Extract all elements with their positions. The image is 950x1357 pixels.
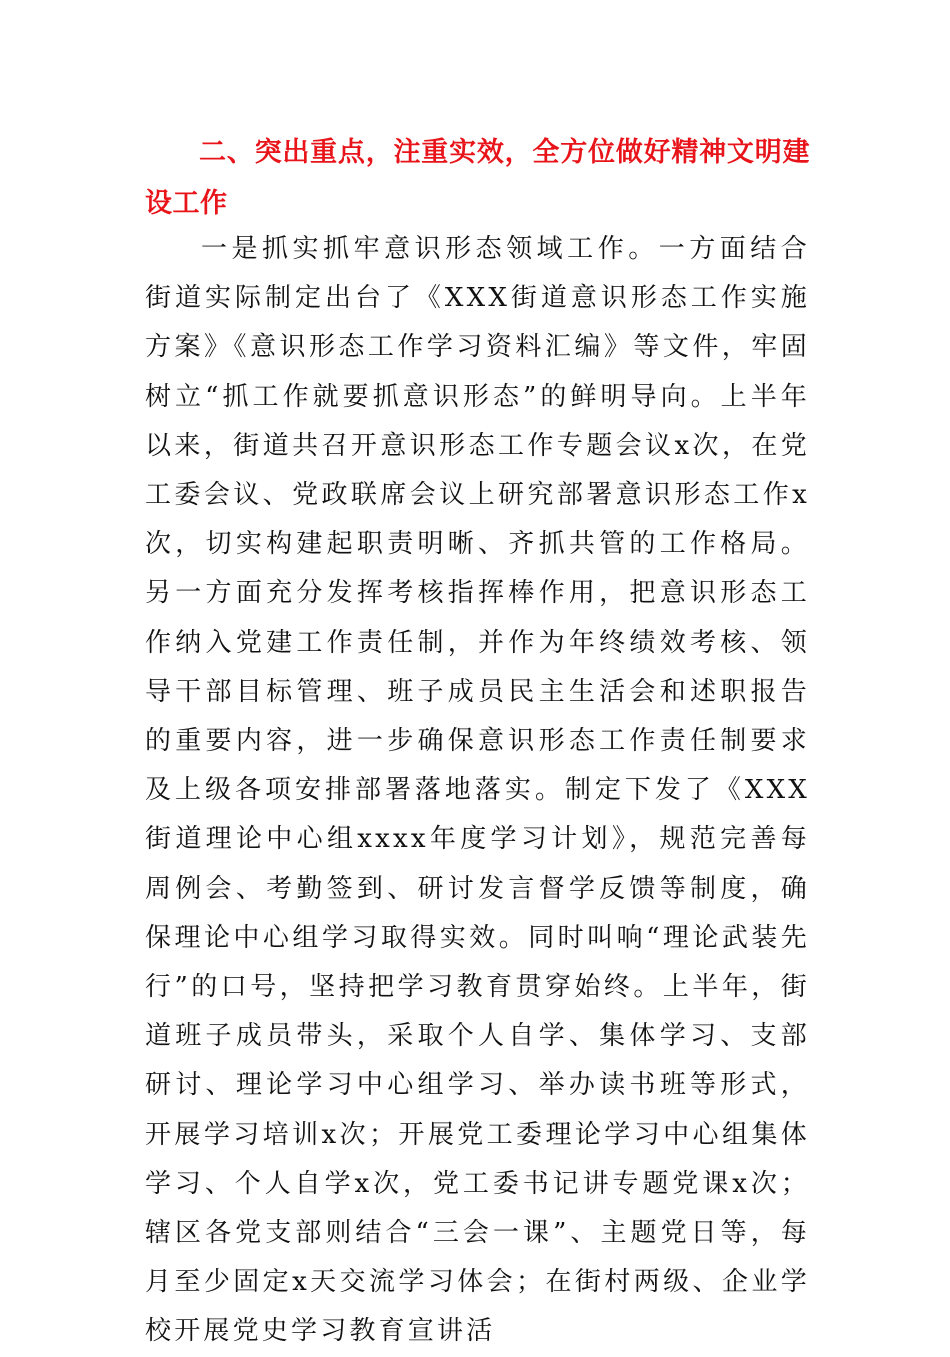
section-heading: 二、突出重点，注重实效，全方位做好精神文明建设工作 bbox=[145, 137, 810, 219]
body-paragraph: 一是抓实抓牢意识形态领域工作。一方面结合街道实际制定出台了《XXX街道意识形态工作实施方案》《意识形态工作学习资料汇编》等文件，牢固树立“抓工作就要抓意识形态”的鲜明导向。上半年以来，街道共召开意识形态工作专题会议x次，在党工委会议、党政联席会议上研究部署意识形态工作x次，切实构建起职责明晰、齐抓共管的工作格局。另一方面充分发挥考核指挥棒作用，把意识形态工作纳入党建工作责任制，并作为年终绩效考核、领导干部目标管理、班子成员民主生活会和述职报告的重要内容，进一步确保意识形态工作责任制要求及上级各项安排部署落地落实。制定下发了《XXX街道理论中心组xxxx年度学习计划》，规范完善每周例会、考勤签到、研讨发言督学反馈等制度，确保理论中心组学习取得实效。同时叫响“理论武装先行”的口号，坚持把学习教育贯穿始终。上半年，街道班子成员带头，采取个人自学、集体学习、支部研讨、理论学习中心组学习、举办读书班等形式，开展学习培训x次；开展党工委理论学习中心组集体学习、个人自学x次，党工委书记讲专题党课x次；辖区各党支部则结合“三会一课”、主题党日等，每月至少固定x天交流学习体会；在街村两级、企业学校开展党史学习教育宣讲活 bbox=[145, 234, 810, 1347]
